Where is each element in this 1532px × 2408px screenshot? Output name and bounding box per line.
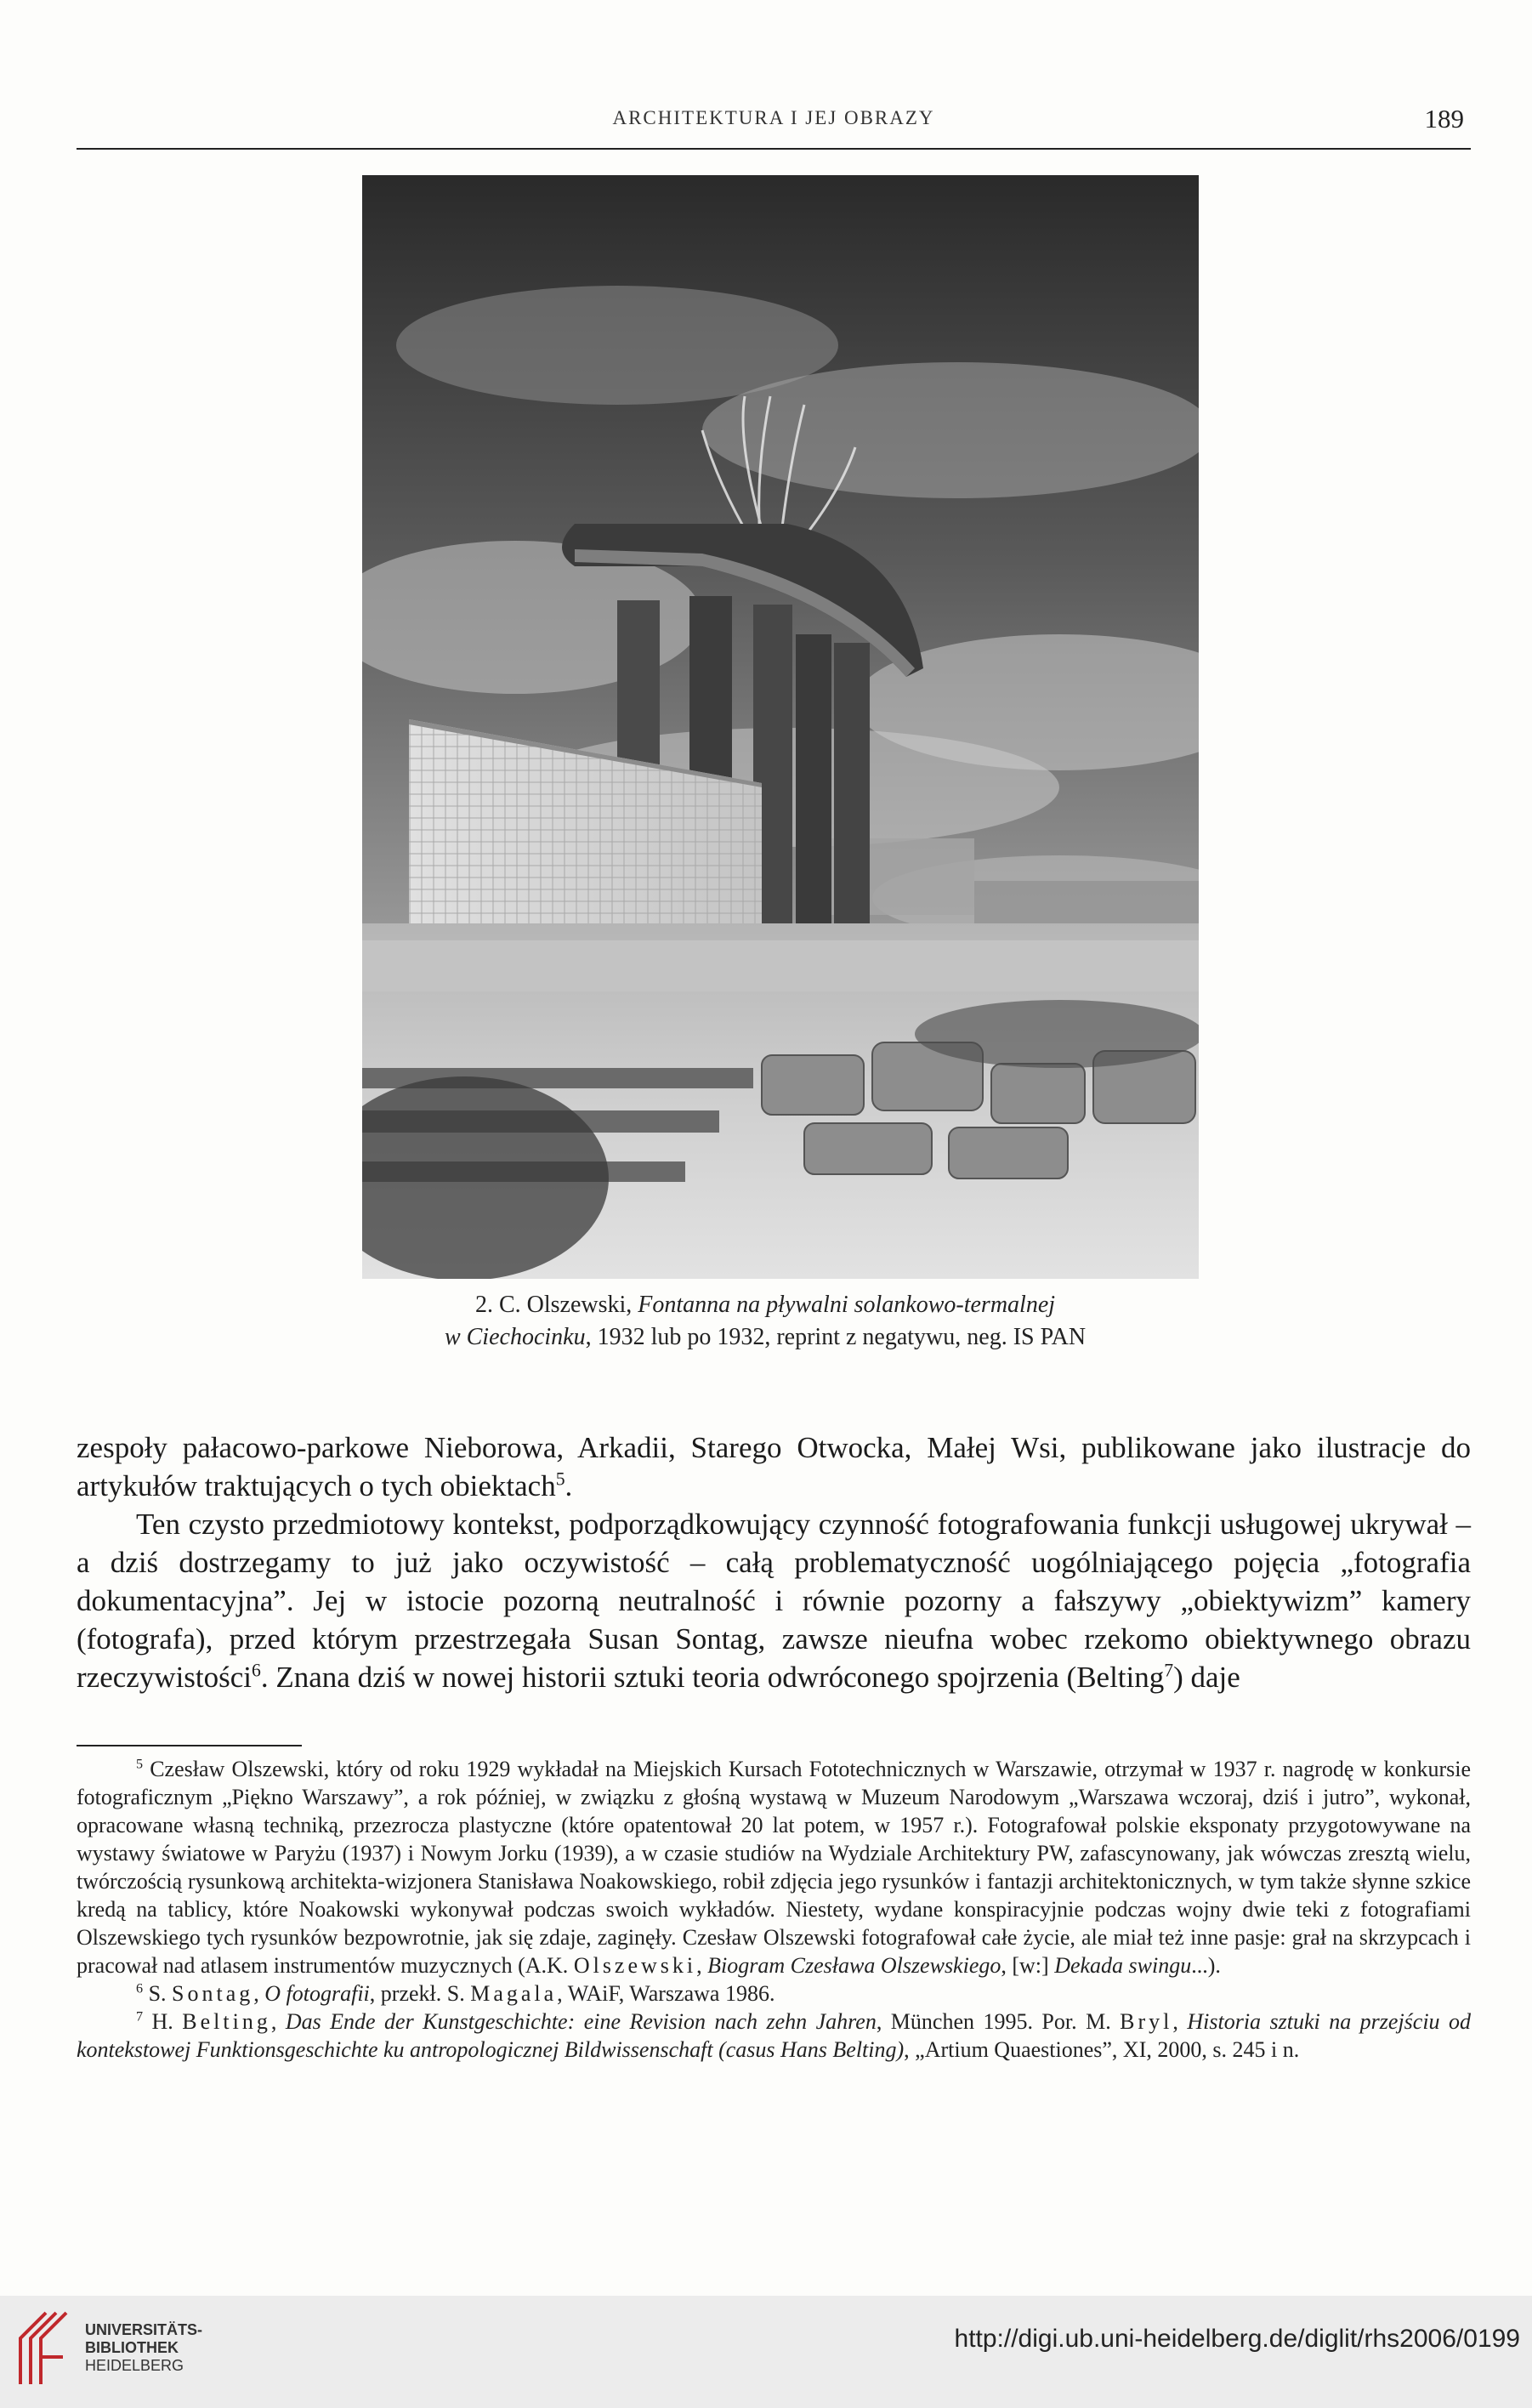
footnote-marker: 6 [136,1981,144,1996]
text-run: S. [143,1981,173,2006]
text-run: . Znana dziś w nowej historii sztuki teoria odwróconego spojrzenia (Belting [260,1661,1165,1694]
footnote-separator [77,1745,302,1746]
body-text [77,1428,1471,1696]
paragraph [77,1428,1471,1505]
footnote [77,2008,1471,2064]
italic-run: Das Ende der Kunstgeschichte: eine Revision nach zehn Jahren [285,2009,877,2034]
fountain-photograph [362,175,1199,1279]
text-run: , [253,1981,265,2006]
photo-illustration [362,175,1199,1279]
caption-title-line1: Fontanna na pływalni solankowo-termalnej [638,1292,1056,1318]
text-run: . [565,1469,573,1502]
footnote-marker: 7 [136,2009,144,2025]
italic-run: Historia sztuki na przejściu od kontekstowej Funktionsgeschichte ku antropologicznej Bildwissenschaft (casus Hans Belting) [77,2009,1472,2062]
footnote-marker: 5 [136,1757,144,1772]
page-number: 189 [1424,104,1464,133]
text-run: , München 1995. Por. M. [876,2009,1121,2034]
footnote-marker: 6 [252,1660,261,1681]
spaced-name: Magala [470,1981,558,2006]
caption-title-line2: w Ciechocinku [444,1324,586,1350]
italic-run: Dekada swingu [1054,1953,1192,1978]
footnotes [77,1755,1471,2064]
text-run: , przekł. S. [369,1981,471,2006]
footnote [77,1979,1471,2008]
text-run: , [1172,2009,1188,2034]
library-logo-text [85,2321,202,2375]
footnote-marker: 7 [1164,1660,1174,1681]
source-url[interactable]: http://digi.ub.uni-heidelberg.de/diglit/rhs2006/0199 [954,2325,1520,2353]
italic-run: O fotografii [264,1981,370,2006]
running-title: ARCHITEKTURA I JEJ OBRAZY [612,107,935,128]
figure-caption [255,1289,1275,1354]
caption-prefix: 2. C. Olszewski, [474,1292,638,1318]
footnote [77,1755,1471,1979]
text-run: , [w:] [1001,1953,1055,1978]
spaced-name: Olszewski [573,1953,697,1978]
text-run: , „Artium Quaestiones”, XI, 2000, s. 245 i n. [904,2037,1300,2062]
digitization-footer [0,2296,1532,2408]
text-run: H. [143,2009,183,2034]
logo-line: UNIVERSITÄTS- [85,2321,203,2338]
caption-suffix: , 1932 lub po 1932, reprint z negatywu, neg. IS PAN [585,1324,1087,1350]
spaced-name: Sontag [172,1981,254,2006]
text-run: , WAiF, Warszawa 1986. [557,1981,775,2006]
text-run: ...). [1191,1953,1221,1978]
paragraph [77,1505,1471,1696]
logo-line: HEIDELBERG [85,2357,184,2374]
spaced-name: Bryl [1120,2009,1173,2034]
running-head [77,102,1471,150]
text-run: ) daje [1173,1661,1240,1694]
footnote-marker: 5 [555,1468,565,1490]
text-run: Ten czysto przedmiotowy kontekst, podporządkowujący czynność fotografowania funkcji usługowej ukrywał – a dziś dostrzegamy to już jako oczywistość – całą problematyczność uogólniającego pojęcia „fotografia dokumentacyjna”. Jej w istocie pozorną neutralność i równie pozorny a fałszywy „obiektywizm” kamery (fotografa), przed którym przestrzegała Susan Sontag, zawsze nieufna wobec rzekomo obiektywnego obrazu rzeczywistości [77,1508,1471,1694]
text-run: , [696,1953,708,1978]
spaced-name: Belting [182,2009,271,2034]
text-run: zespoły pałacowo-parkowe Nieborowa, Arkadii, Starego Otwocka, Małej Wsi, publikowane jako ilustracje do artykułów traktujących o tych obiektach [77,1431,1471,1502]
text-run: , [270,2009,286,2034]
italic-run: Biogram Czesława Olszewskiego [707,1953,1001,1978]
logo-line: BIBLIOTHEK [85,2339,179,2356]
library-logo-icon [12,2306,73,2391]
text-run: Czesław Olszewski, który od roku 1929 wykładał na Miejskich Kursach Fototechnicznych w Warszawie, otrzymał w 1937 r. nagrodę w konkursie fotograficznym „Piękno Warszawy”, a rok później, w związku z głośną wystawą w Muzeum Narodowym „Warszawa wczoraj, dziś i jutro”, wykonał, opracowane własną techniką, przezrocza plastyczne (które opatentował 20 lat potem, w 1957 r.). Fotografował polskie eksponaty przygotowywane na wystawy światowe w Paryżu (1937) i Nowym Jorku (1939), a w czasie studiów na Wydziale Architektury PW, zafascynowany, jak wówczas zresztą wielu, twórczością rysunkową architekta-wizjonera Stanisława Noakowskiego, robił zdjęcia jego rysunków i fantazji architektonicznych, w tym także słynne szkice kredą na tablicy, które Noakowski wykonywał podczas swoich wykładów. Niestety, wydane konspiracyjnie podczas wojny dwie teki z fotografiami Olszewskiego tych rysunków bezpowrotnie, jak się zdaje, zaginęły. Czesław Olszewski fotografował całe życie, ale miał też inne pasje: grał na skrzypcach i pracował nad atlasem instrumentów muzycznych (A.K. [77,1757,1471,1978]
